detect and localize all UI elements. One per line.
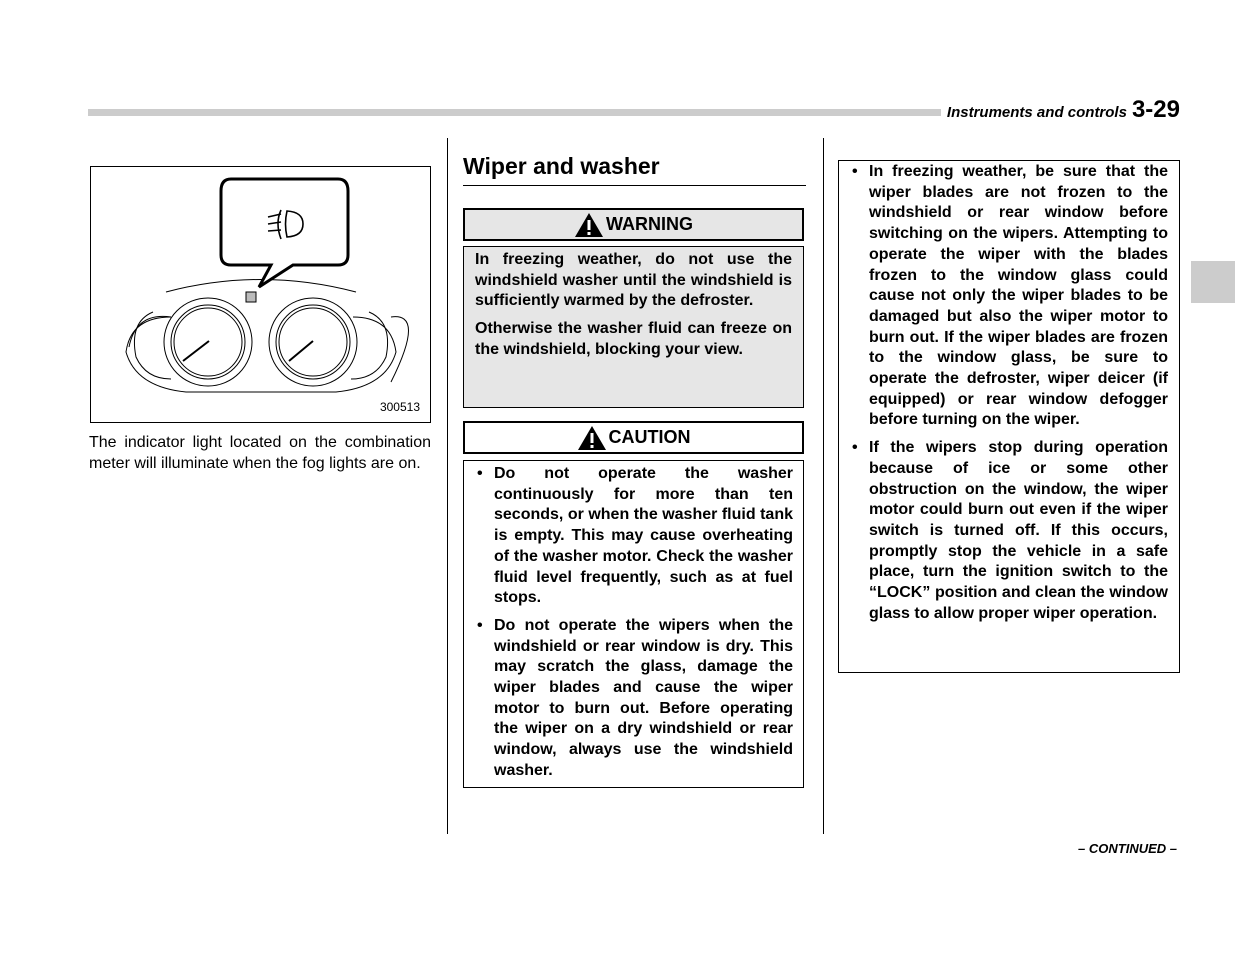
caution-item: • If the wipers stop during operation because of ice or some other obstruction on the window, the wiper motor could burn out even if the wiper switch is turned off. If this occurs, promptly stop the vehicle in a safe place, turn the ignition switch to the “LOCK” position and clean the window glass to allow proper wiper operation.: [849, 438, 1168, 624]
section-heading: Wiper and washer: [463, 153, 806, 186]
caution-label-text: CAUTION: [608, 427, 691, 447]
combination-meter-figure: [90, 166, 431, 423]
warning-label-text: WARNING: [606, 214, 693, 234]
caution-label: [463, 421, 804, 454]
caution-continued-list: [849, 162, 1168, 624]
column-divider: [447, 138, 448, 834]
column-divider: [823, 138, 824, 834]
figure-number: 300513: [379, 400, 420, 414]
caution-continued-body: [838, 160, 1180, 673]
callout-bubble: [221, 179, 348, 287]
caution-list: [474, 464, 793, 782]
continued-marker: – CONTINUED –: [1078, 841, 1177, 856]
combination-meter-illustration: [91, 167, 430, 422]
warning-triangle-icon: [577, 425, 607, 451]
caution-item: • Do not operate the washer continuously for more than ten seconds, or when the washer fluid tank is empty. This may cause overheating of the washer motor. Check the washer fluid level frequently, such as at fuel stops.: [474, 464, 793, 609]
fog-indicator-paragraph: The indicator light located on the combination meter will illuminate when the fog lights are on.: [89, 434, 431, 472]
header-rule: [88, 109, 1088, 116]
section-name: Instruments and controls: [946, 104, 1127, 121]
caution-item: • In freezing weather, be sure that the wiper blades are not frozen to the windshield or rear window before switching on the wipers. Attempting to operate the wiper with the blades frozen to the window glass could cause not only the wiper blades to be damaged but also the wiper motor to burn out. If the wiper blades are frozen to the window glass, be sure to operate the defroster, wiper deicer (if equipped) or rear window defogger before turning on the wiper.: [849, 162, 1168, 431]
warning-body: [463, 246, 804, 408]
chapter-thumb-tab: [1191, 261, 1235, 303]
warning-label: [463, 208, 804, 241]
warning-paragraph: In freezing weather, do not use the windshield washer until the windshield is sufficiently warmed by the defroster.: [475, 251, 792, 310]
warning-paragraph: Otherwise the washer fluid can freeze on the windshield, blocking your view.: [475, 320, 792, 358]
caution-body: [463, 460, 804, 788]
page-number: 3-29: [1131, 96, 1180, 123]
caution-item: • Do not operate the wipers when the windshield or rear window is dry. This may scratch the glass, damage the wiper blades and cause the wiper motor to burn out. Before operating the wiper on a dry windshield or rear window, always use the windshield washer.: [474, 616, 793, 782]
warning-triangle-icon: [574, 212, 604, 238]
running-header: [941, 96, 1180, 124]
